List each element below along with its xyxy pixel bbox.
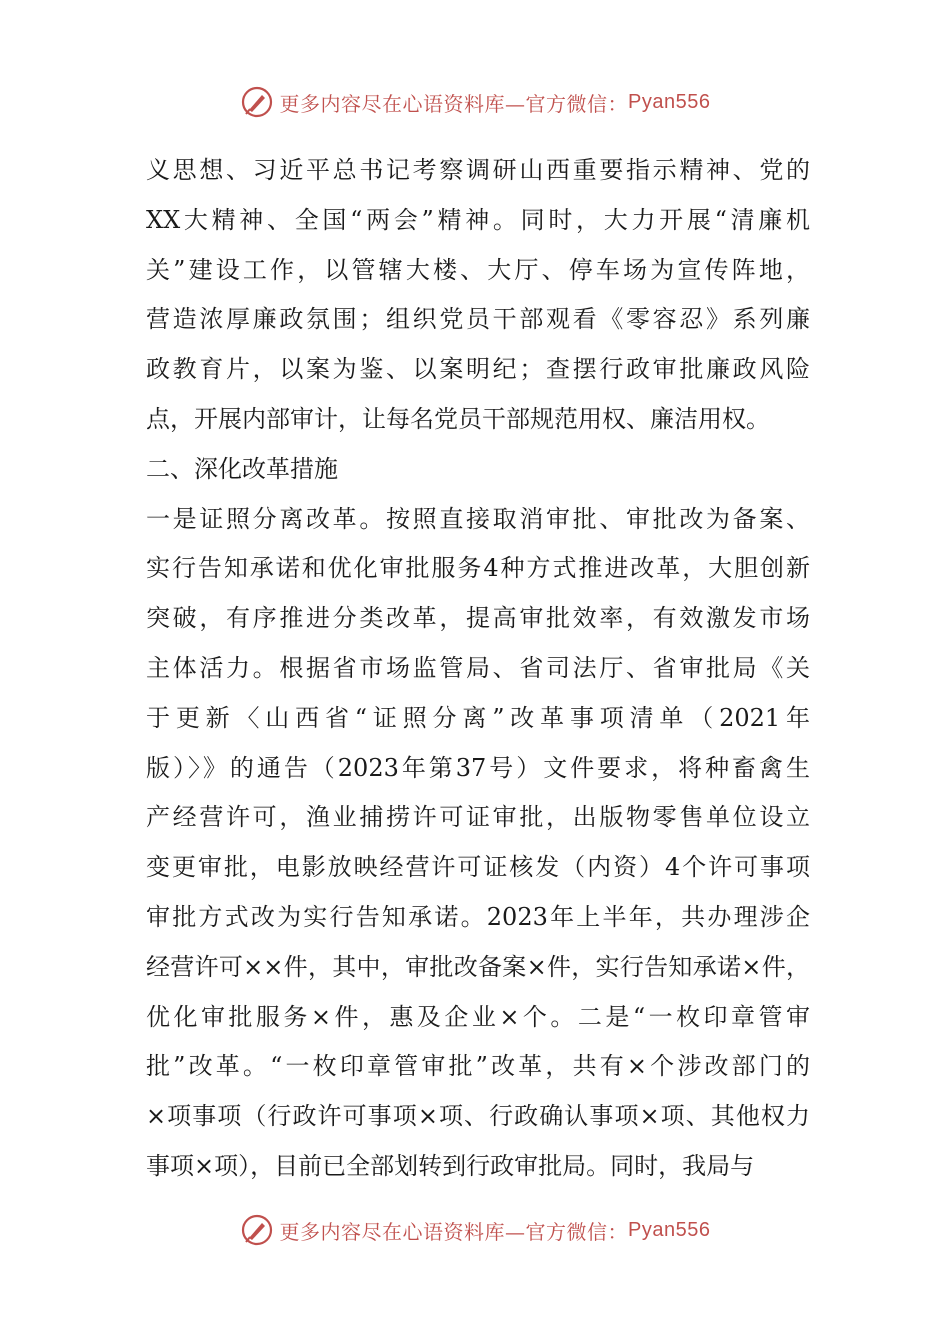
text-line: 实行告知承诺和优化审批服务4种方式推进改革，大胆创新 [146,554,810,583]
text-line: 优化审批服务×件，惠及企业×个。二是“一枚印章管审 [146,1002,810,1031]
text-line: 审批方式改为实行告知承诺。2023年上半年，共办理涉企 [146,902,810,931]
text-line: 事项×项），目前已全部划转到行政审批局。同时，我局与 [146,1151,755,1180]
watermark-text: 更多内容尽在心语资料库—官方微信： [279,91,629,116]
text-line: ×项事项（行政许可事项×项、行政确认事项×项、其他权力 [146,1102,810,1131]
text-line: 一是证照分离改革。按照直接取消审批、审批改为备案、 [146,504,810,533]
text-line: 政教育片，以案为鉴、以案明纪；查摆行政审批廉政风险 [146,355,810,384]
text-line: 变更审批，电影放映经营许可证核发（内资）4个许可事项 [146,853,810,882]
watermark-handle: Pyan556 [628,90,711,113]
text-line: 二、深化改革措施 [146,454,338,483]
header-watermark [0,82,950,122]
watermark-handle: Pyan556 [628,1218,711,1241]
text-line: 关”建设工作，以管辖大楼、大厅、停车场为宣传阵地， [146,255,810,284]
text-line: 突破，有序推进分类改革，提高审批效率，有效激发市场 [146,604,810,633]
text-line: 于更新〈山西省“证照分离”改革事项清单（2021年 [146,703,810,732]
text-line: 经营许可××件，其中，审批改备案×件，实行告知承诺×件， [146,952,810,981]
pen-logo-icon [240,85,274,119]
footer-watermark [0,1210,950,1250]
text-line: 产经营许可，渔业捕捞许可证审批，出版物零售单位设立 [146,803,810,832]
text-line: 批”改革。“一枚印章管审批”改革，共有×个涉改部门的 [146,1052,810,1081]
pen-logo-icon [240,1213,274,1247]
text-line: 主体活力。根据省市场监管局、省司法厅、省审批局《关 [146,653,810,682]
watermark-text: 更多内容尽在心语资料库—官方微信： [279,1219,629,1244]
text-line: 版）〉》的通告（2023年第37号）文件要求，将种畜禽生 [146,753,810,782]
text-line: 点，开展内部审计，让每名党员干部规范用权、廉洁用权。 [146,404,770,433]
text-line: 义思想、习近平总书记考察调研山西重要指示精神、党的 [146,156,810,184]
text-line: 营造浓厚廉政氛围；组织党员干部观看《零容忍》系列廉 [146,305,810,334]
document-body [146,146,810,1192]
text-line: XX大精神、全国“两会”精神。同时，大力开展“清廉机 [146,205,810,234]
